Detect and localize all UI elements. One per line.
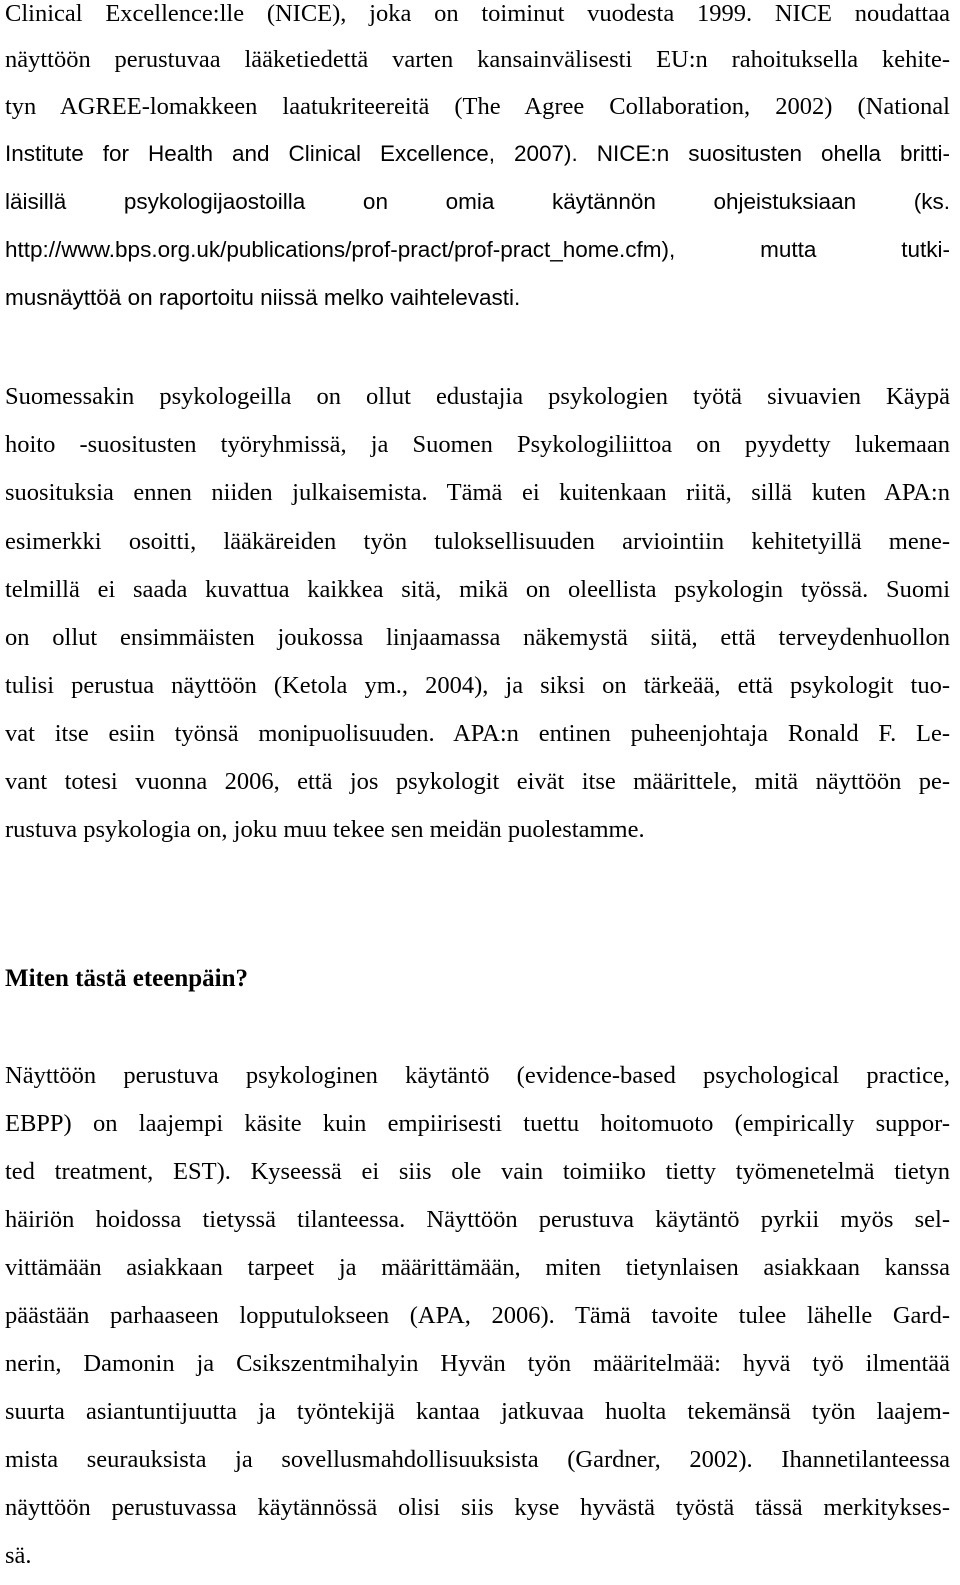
text-line: vittämään asiakkaan tarpeet ja määrittämään, miten tietynlaisen asiakkaan kanssa [5, 1254, 950, 1281]
text-line: nerin, Damonin ja Csikszentmihalyin Hyvän työn määritelmää: hyvä työ ilmentää [5, 1350, 950, 1377]
text-line: sä. [5, 1542, 32, 1569]
text-line: päästään parhaaseen lopputulokseen (APA, 2006). Tämä tavoite tulee lähelle Gard- [5, 1302, 950, 1329]
text-line: http://www.bps.org.uk/publications/prof-pract/prof-pract_home.cfm), mutta tutki- [5, 237, 950, 262]
text-line: hoito -suositusten työryhmissä, ja Suomen Psykologiliittoa on pyydetty lukemaan [5, 431, 950, 458]
text-line: esimerkki osoitti, lääkäreiden työn tuloksellisuuden arviointiin kehitetyillä mene- [5, 528, 950, 555]
text-line: musnäyttöä on raportoitu niissä melko vaihtelevasti. [5, 285, 521, 310]
text-line: näyttöön perustuvassa käytännössä olisi siis kyse hyvästä työstä tässä merkitykses- [5, 1494, 950, 1521]
text-line: läisillä psykologijaostoilla on omia käytännön ohjeistuksiaan (ks. [5, 189, 950, 214]
text-line: Näyttöön perustuva psykologinen käytäntö (evidence-based psychological practice, [5, 1062, 950, 1089]
text-line: rustuva psykologia on, joku muu tekee sen meidän puolestamme. [5, 816, 645, 843]
text-line: EBPP) on laajempi käsite kuin empiirisesti tuettu hoitomuoto (empirically suppor- [5, 1110, 950, 1137]
text-line: vant totesi vuonna 2006, että jos psykologit eivät itse määrittele, mitä näyttöön pe- [5, 768, 950, 795]
text-line: näyttöön perustuvaa lääketiedettä varten kansainvälisesti EU:n rahoituksella kehite- [5, 46, 950, 73]
text-line: mista seurauksista ja sovellusmahdollisuuksista (Gardner, 2002). Ihannetilanteessa [5, 1446, 950, 1473]
text-line: suurta asiantuntijuutta ja työntekijä kantaa jatkuvaa huolta tekemänsä työn laajem- [5, 1398, 950, 1425]
text-line: Suomessakin psykologeilla on ollut edustajia psykologien työtä sivuavien Käypä [5, 383, 950, 410]
text-line: häiriön hoidossa tietyssä tilanteessa. Näyttöön perustuva käytäntö pyrkii myös sel- [5, 1206, 950, 1233]
text-line: suosituksia ennen niiden julkaisemista. Tämä ei kuitenkaan riitä, sillä kuten APA:n [5, 479, 950, 506]
text-line: tulisi perustua näyttöön (Ketola ym., 2004), ja siksi on tärkeää, että psykologit tuo- [5, 672, 950, 699]
text-line: on ollut ensimmäisten joukossa linjaamassa näkemystä siitä, että terveydenhuollon [5, 624, 950, 651]
text-line: tyn AGREE-lomakkeen laatukriteereitä (The Agree Collaboration, 2002) (National [5, 93, 950, 120]
section-heading: Miten tästä eteenpäin? [5, 965, 249, 992]
text-line: telmillä ei saada kuvattua kaikkea sitä, mikä on oleellista psykologin työssä. Suomi [5, 576, 950, 603]
text-line: Clinical Excellence:lle (NICE), joka on toiminut vuodesta 1999. NICE noudattaa [5, 0, 950, 27]
text-line: Institute for Health and Clinical Excellence, 2007). NICE:n suositusten ohella britti- [5, 141, 950, 166]
text-line: vat itse esiin työnsä monipuolisuuden. APA:n entinen puheenjohtaja Ronald F. Le- [5, 720, 950, 747]
text-line: ted treatment, EST). Kyseessä ei siis ole vain toimiiko tietty työmenetelmä tietyn [5, 1158, 950, 1185]
